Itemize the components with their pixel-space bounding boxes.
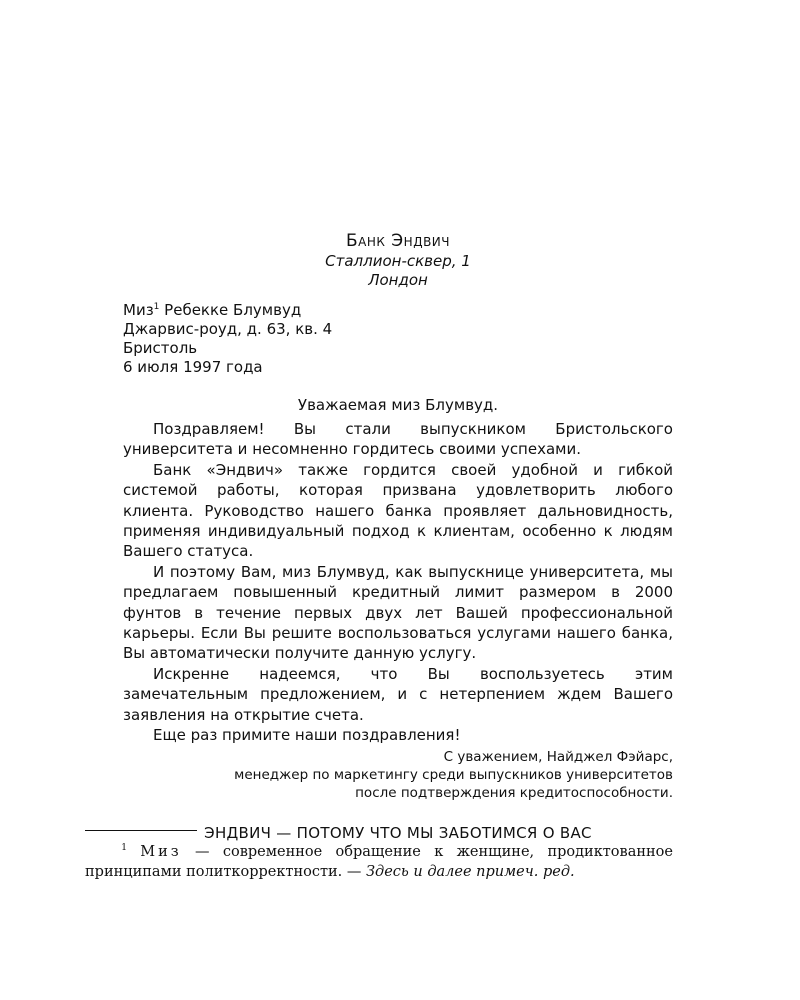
bank-motto: ЭНДВИЧ — ПОТОМУ ЧТО МЫ ЗАБОТИМСЯ О ВАС — [204, 823, 592, 842]
recipient-name-line — [123, 298, 673, 320]
footnote-mark: 1 — [153, 302, 160, 312]
signature-line: С уважением, Найджел Фэйарс, — [443, 748, 673, 765]
footnote-term: Миз — [140, 844, 182, 860]
footnote-text: — современное обращение к женщине, продиктованное принципами политкорректности. — — [85, 844, 673, 880]
footnote-editor-note: Здесь и далее примеч. ред. — [365, 864, 575, 880]
recipient-street: Джарвис-роуд, д. 63, кв. 4 — [123, 320, 333, 338]
paragraph: Банк «Эндвич» также гордится своей удобной и гибкой системой работы, которая призвана удовлетворить любого клиента. Руководство нашего банка проявляет дальновидность, применяя индивидуальный подход к клиентам, особенно к людям Вашего статуса. — [123, 460, 673, 561]
signature-title: менеджер по маркетингу среди выпускников университетов — [234, 766, 673, 783]
recipient-title: Миз — [123, 301, 154, 319]
paragraph: Еще раз примите наши поздравления! — [153, 726, 461, 745]
footnote-number: 1 — [121, 843, 127, 853]
footnote — [85, 838, 673, 882]
letter — [123, 230, 673, 842]
greeting: Уважаемая миз Блумвуд. — [297, 396, 499, 414]
paragraph: Искренне надеемся, что Вы воспользуетесь этим замечательным предложением, и с нетерпением ждем Вашего заявления на открытие счета. — [123, 664, 673, 724]
signature-note: после подтверждения кредитоспособности. — [355, 784, 673, 801]
recipient-name: Ребекке Блумвуд — [159, 301, 302, 319]
signature-block — [123, 748, 673, 802]
letter-date: 6 июля 1997 года — [123, 358, 263, 376]
recipient-city: Бристоль — [123, 339, 198, 357]
footnote-divider — [85, 830, 197, 831]
bank-address-street: Сталлион-сквер, 1 — [325, 252, 471, 270]
paragraph: И поэтому Вам, миз Блумвуд, как выпускнице университета, мы предлагаем повышенный кредитный лимит размером в 2000 фунтов в течение первых двух лет Вашей профессиональной карьеры. Если Вы решите воспользоваться услугами нашего банка, Вы автоматически получите данную услугу. — [123, 562, 673, 663]
recipient-block — [123, 298, 673, 377]
bank-name: Банк Эндвич — [345, 231, 451, 251]
letter-body — [123, 419, 673, 746]
bank-address-city: Лондон — [368, 271, 428, 289]
paragraph: Поздравляем! Вы стали выпускником Бристольского университета и несомненно гордитесь своими успехами. — [123, 420, 673, 459]
